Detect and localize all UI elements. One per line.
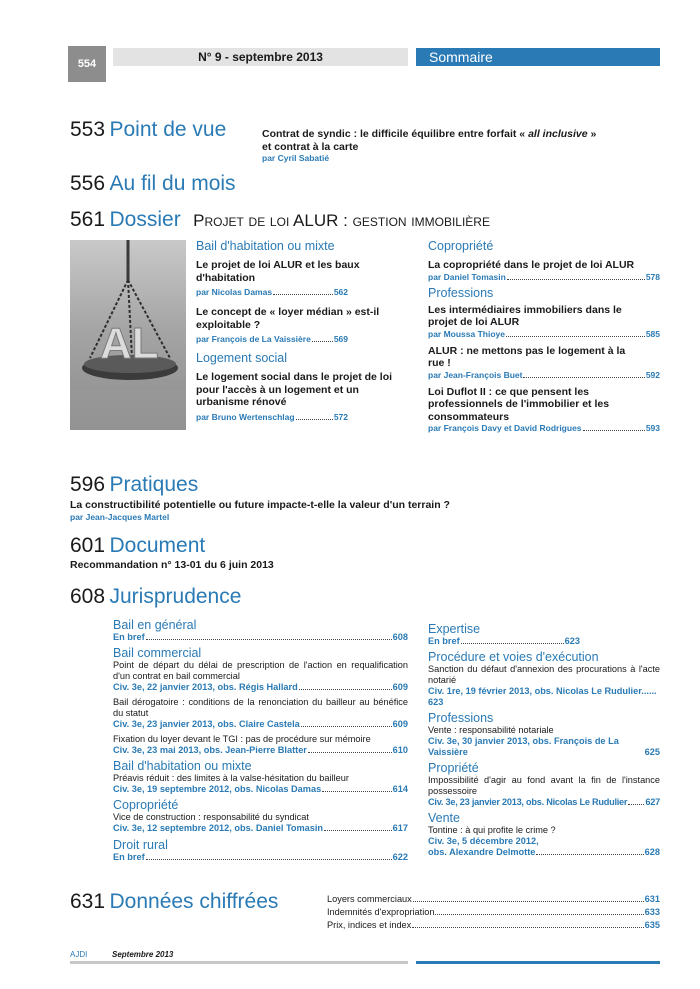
decision-title: Sanction du défaut d'annexion des procurations à l'acte notarié [428,664,660,685]
category-procedure: Procédure et voies d'exécution [428,650,599,664]
decision-ref [113,745,408,756]
category-logement-social: Logement social [196,351,288,365]
article-byline [196,412,348,423]
footer-journal: AJDI [70,950,88,959]
article-title-part1: Contrat de syndic : le difficile équilibre entre forfait « [262,128,526,140]
article-author: par Bruno Wertenschlag [196,411,295,422]
decision-page: 628 [644,847,660,857]
article-page: 578 [645,271,660,282]
jurisprudence-right-column [428,622,660,858]
decision-title: Tontine : à qui profite le crime ? [428,825,556,835]
entry-page: 608 [392,632,408,642]
article-page: 562 [333,287,348,297]
decision-ref [428,797,660,808]
article-author: par Jean-François Buet [428,369,523,380]
article-byline [428,423,660,434]
section-number: 631 [70,890,106,913]
item-page: 633 [644,907,660,917]
section-number: 561 [70,208,106,231]
decision-citation: Civ. 3e, 30 janvier 2013, obs. François de La Vaissière [428,736,619,757]
footer [70,948,660,964]
article-page: 585 [645,328,660,339]
section-point-de-vue [70,118,226,142]
decision-citation: Civ. 1re, 19 février 2013, obs. Nicolas Le Rudulier [428,686,642,696]
entry-en-bref[interactable] [113,852,408,863]
decision-vice-construction[interactable] [113,812,408,834]
entry-label: En bref [428,636,460,646]
section-title: Document [109,534,206,557]
decision-procurations[interactable] [428,664,660,708]
decision-citation: Civ. 3e, 22 janvier 2013, obs. Régis Hallard [113,682,298,692]
item-label: Prix, indices et index [327,920,412,930]
decision-page: 609 [392,719,408,729]
decision-title: Vente : responsabilité notariale [428,725,554,735]
article-title: Loi Duflot II : ce que pensent les professionnels de l'immobilier et les consommateurs [428,385,610,423]
section-title: Point de vue [109,118,227,141]
section-number: 608 [70,585,106,608]
footer-divider-gray [70,961,408,964]
item-page: 635 [644,920,660,930]
item-page: 631 [644,894,660,904]
footer-date: Septembre 2013 [112,950,174,959]
dossier-illustration [70,240,186,430]
article-title-italic: all inclusive [528,128,588,140]
article-alur-baux[interactable] [196,259,408,298]
category-bail-commercial: Bail commercial [113,646,202,660]
category-bail-habitation: Bail d'habitation ou mixte [113,759,252,773]
section-donnees-chiffrees [70,890,278,914]
article-loi-duflot[interactable] [428,386,660,435]
category-propriete: Propriété [428,761,479,775]
section-bar [416,48,660,66]
decision-citation: Civ. 3e, 12 septembre 2012, obs. Daniel Tomasin [113,823,324,833]
article-intermediaires[interactable] [428,304,660,340]
decision-title: Bail dérogatoire : conditions de la renonciation du bailleur au bénéfice du statut [113,697,408,718]
jurisprudence-left-column [113,618,408,863]
decision-preavis[interactable] [113,773,408,795]
decision-citation: Civ. 3e, 23 janvier 2013, obs. Claire Castela [113,719,300,729]
entry-label: En bref [113,852,145,862]
decision-page: 617 [392,823,408,833]
article-author: par Moussa Thioye [428,328,505,339]
decision-ref [113,719,408,730]
article-author: par François Davy et David Rodrigues [428,423,582,433]
entry-label: En bref [113,632,145,642]
article-title: La constructibilité potentielle ou future impacte-t-elle la valeur d'un terrain ? [70,499,450,511]
section-title: Dossier [109,208,181,231]
decision-fixation-loyer[interactable] [113,734,408,756]
section-document [70,534,205,558]
article-title: ALUR : ne mettons pas le logement à la rue ! [428,344,626,369]
section-au-fil-du-mois[interactable] [70,172,236,196]
article-title: Le logement social dans le projet de loi pour l'accès à un logement et un urbanisme rénové [196,371,393,408]
article-title-line2: et contrat à la carte [262,140,359,153]
category-professions: Professions [428,285,494,300]
article-author: par Jean-Jacques Martel [70,511,170,522]
decision-responsabilite-notariale[interactable] [428,725,660,758]
article-page: 572 [333,411,348,422]
decision-page: 610 [392,745,408,755]
entry-en-bref[interactable] [113,632,408,643]
article-author: par Nicolas Damas [196,287,273,297]
scale-letters: AL [100,319,159,368]
decision-citation: Civ. 3e, 23 janvier 2013, obs. Nicolas Le Rudulier [428,797,628,807]
decision-title: Préavis réduit : des limites à la valse-hésitation du bailleur [113,773,349,783]
decision-citation: Civ. 3e, 19 septembre 2012, obs. Nicolas Damas [113,784,322,794]
category-bail-en-general: Bail en général [113,618,197,632]
decision-citation: obs. Alexandre Delmotte [428,847,536,857]
article-title-part2: » [590,128,597,140]
category-copropriete: Copropriété [113,798,179,812]
category-professions: Professions [428,711,494,725]
section-label: Sommaire [429,49,493,65]
category-copropriete: Copropriété [428,239,494,253]
article-byline [428,272,660,283]
decision-title: Impossibilité d'agir au fond avant la fin de l'instance possessoire [428,775,660,796]
section-title: Jurisprudence [109,585,242,608]
decision-ref [113,823,408,834]
decision-ref [113,784,408,795]
decision-page: 609 [392,682,408,692]
section-title: Au fil du mois [109,172,236,195]
decision-ref [428,847,660,858]
article-author: par Daniel Tomasin [428,271,506,282]
decision-title: Fixation du loyer devant le TGI : pas de procédure sur mémoire [113,734,371,744]
article-title: Les intermédiaires immobiliers dans le projet de loi ALUR [428,303,622,328]
section-title: Données chiffrées [109,890,279,913]
article-recommandation[interactable]: Recommandation n° 13-01 du 6 juin 2013 [70,559,274,571]
issue-bar [113,48,408,66]
article-loyer-median[interactable] [196,306,408,345]
decision-prescription[interactable] [113,660,408,693]
issue-label: N° 9 - septembre 2013 [198,50,323,64]
item-label: Loyers commerciaux [327,894,412,904]
footer-divider-blue [416,961,660,964]
donnees-list [327,893,660,932]
article-byline [196,287,348,298]
article-copropriete-alur[interactable] [428,259,660,283]
article-author: par Cyril Sabatié [262,153,330,163]
scale-icon [70,240,186,430]
article-byline [428,329,660,340]
article-contrat-syndic[interactable] [262,128,642,164]
section-number: 601 [70,534,106,557]
entry-en-bref[interactable] [428,636,580,647]
category-droit-rural: Droit rural [113,838,168,852]
article-byline [196,334,348,345]
section-jurisprudence [70,585,241,609]
article-author: par François de La Vaissière [196,334,311,344]
page-number-box [68,46,106,82]
donnees-item-expropriation[interactable] [327,906,660,919]
article-title: Le concept de « loyer médian » est-il exploitable ? [196,306,380,331]
donnees-item-loyers[interactable] [327,893,660,906]
decision-page: 623 [428,697,444,707]
section-number: 556 [70,172,106,195]
article-byline [428,370,660,381]
article-constructibilite[interactable] [70,499,660,523]
dossier-left-column [196,239,408,423]
donnees-item-prix[interactable] [327,919,660,932]
decision-ref: Civ. 1re, 19 février 2013, obs. Nicolas Le Rudulier...... 623 [428,686,657,707]
article-page: 592 [645,369,660,380]
decision-ref [113,682,408,693]
article-title: Le projet de loi ALUR et les baux d'habitation [196,259,360,284]
dossier-right-column [428,239,660,434]
page-number: 554 [77,58,97,70]
article-page: 569 [333,334,348,344]
item-label: Indemnités d'expropriation [327,907,435,917]
decision-citation: Civ. 3e, 23 mai 2013, obs. Jean-Pierre Blatter [113,745,307,755]
section-number: 553 [70,118,106,141]
decision-title: Vice de construction : responsabilité du syndicat [113,812,309,822]
section-number: 596 [70,473,106,496]
entry-page: 622 [392,852,408,862]
category-bail-habitation: Bail d'habitation ou mixte [196,239,335,253]
section-dossier [70,208,490,232]
decision-page: 627 [645,797,660,807]
article-title: La copropriété dans le projet de loi ALUR [428,259,635,271]
category-vente: Vente [428,811,460,825]
section-title: Pratiques [109,473,199,496]
section-pratiques [70,473,198,497]
decision-title: Point de départ du délai de prescription de l'action en requalification d'un contrat en bail commercial [113,660,408,681]
dossier-subtitle: Projet de loi ALUR : gestion immobilière [193,211,490,230]
category-expertise: Expertise [428,622,481,636]
decision-page: 614 [392,784,408,794]
article-page: 593 [645,423,660,433]
decision-tontine[interactable] [428,825,660,858]
decision-citation-line1: Civ. 3e, 5 décembre 2012, [428,836,539,846]
article-logement-social[interactable] [196,371,408,423]
decision-bail-derogatoire[interactable] [113,697,408,730]
decision-instance-possessoire[interactable] [428,775,660,808]
decision-page: 625 [644,747,660,757]
entry-page: 623 [564,636,580,646]
article-alur-logement[interactable] [428,345,660,381]
decision-ref [428,736,660,758]
